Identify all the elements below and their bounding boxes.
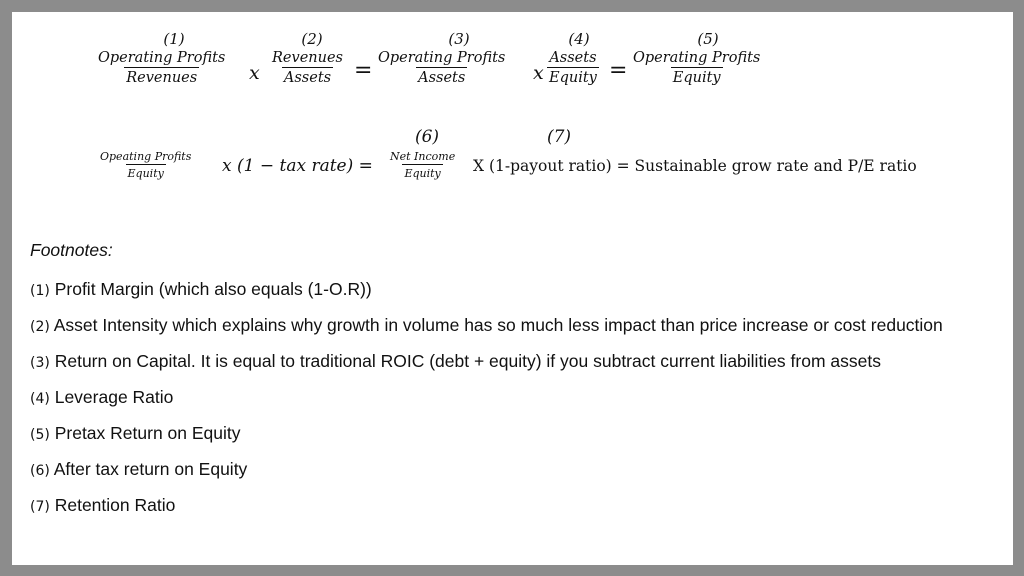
slide [12,12,1013,565]
footnote-text: Pretax Return on Equity [49,423,241,443]
footnote-text: Leverage Ratio [49,387,174,407]
numerator: Operating Profits [378,50,506,66]
denominator: Equity [671,67,723,86]
numerator: Operating Profits [633,50,761,66]
footnote-number: (3) [30,355,50,371]
footnote-text: Asset Intensity which explains why growth in volume has so much less impact than price increase or cost reduction [49,315,943,335]
marker-6: (6) [414,127,440,147]
footnote-item [30,493,995,520]
numerator: Opeating Profits [100,150,192,163]
fraction-revenues-assets [270,50,345,86]
denominator: Equity [547,67,599,86]
fraction-operating-profits-equity [98,150,193,180]
marker-5: (5) [697,30,719,48]
footnote-number: (7) [30,499,50,515]
marker-7: (7) [546,127,572,147]
footnote-text: Retention Ratio [49,495,176,515]
denominator: Assets [282,67,333,86]
equals-sign: = [354,58,373,83]
fraction-operating-profits-equity [631,50,762,86]
footnote-text: Profit Margin (which also equals (1-O.R)) [49,279,372,299]
fraction-net-income-equity [388,150,457,180]
fraction-operating-profits-assets [376,50,507,86]
tax-expression: x (1 − tax rate) = [222,156,373,176]
marker-2: (2) [301,30,323,48]
payout-expression: X (1-payout ratio) = Sustainable grow rate and P/E ratio [473,157,917,175]
numerator: Net Income [390,150,456,163]
footnote-text: Return on Capital. It is equal to traditional ROIC (debt + equity) if you subtract current liabilities from assets [49,351,881,371]
denominator: Equity [126,164,166,180]
equals-sign: = [609,58,628,83]
denominator: Assets [416,67,467,86]
marker-4: (4) [568,30,590,48]
footnote-item [30,457,995,484]
footnote-number: (6) [30,463,50,479]
footnote-number: (4) [30,391,50,407]
footnote-item [30,313,995,340]
denominator: Equity [402,164,442,180]
footnote-item [30,421,995,448]
footnote-number: (1) [30,283,50,299]
footnotes-title: Footnotes: [30,240,113,260]
denominator: Revenues [124,67,199,86]
footnote-number: (2) [30,319,50,335]
marker-1: (1) [163,30,185,48]
numerator: Operating Profits [98,50,226,66]
footnote-item [30,349,995,376]
marker-3: (3) [448,30,470,48]
footnote-item [30,277,995,304]
numerator: Assets [549,50,597,66]
multiply-sign: x [249,62,260,84]
numerator: Revenues [272,50,343,66]
multiply-sign: x [533,62,544,84]
footnote-item [30,385,995,412]
fraction-operating-profits-revenues [96,50,227,86]
footnote-text: After tax return on Equity [49,459,248,479]
fraction-assets-equity [547,50,599,86]
footnotes [30,240,995,529]
footnote-number: (5) [30,427,50,443]
